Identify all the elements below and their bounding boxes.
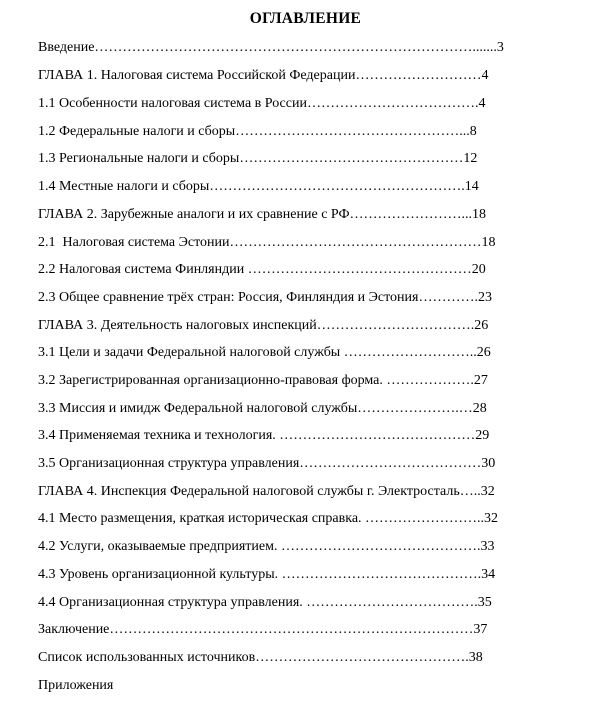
toc-entry-1-4: 1.4 Местные налоги и сборы……………………………………………….14 (38, 179, 479, 194)
toc-entry-3-4: 3.4 Применяемая техника и технология. ……………………………………29 (38, 428, 490, 443)
toc-entry-chapter-4: ГЛАВА 4. Инспекция Федеральной налоговой службы г. Электросталь…..32 (38, 484, 495, 499)
toc-entry-1-1: 1.1 Особенности налоговая система в России……………………………….4 (38, 96, 486, 111)
toc-entry-3-3: 3.3 Миссия и имидж Федеральной налоговой службы………………….…28 (38, 401, 487, 416)
toc-entry-1-3: 1.3 Региональные налоги и сборы…………………………………………12 (38, 151, 478, 166)
toc-entry-2-1: 2.1 Налоговая система Эстонии………………………………………………18 (38, 235, 496, 250)
toc-entry-4-3: 4.3 Уровень организационной культуры. …………………………………….34 (38, 567, 496, 582)
toc-entry-introduction: Введение……………………………………………………………………….......3 (38, 40, 504, 55)
toc-entry-conclusion: Заключение……………………………………………………………………37 (38, 622, 488, 637)
toc-entry-4-1: 4.1 Место размещения, краткая историческая справка. ……………………..32 (38, 511, 499, 526)
toc-entry-3-2: 3.2 Зарегистрированная организационно-правовая форма. ……………….27 (38, 373, 488, 388)
toc-entry-references: Список использованных источников……………………………………….38 (38, 650, 483, 665)
page-title: ОГЛАВЛЕНИЕ (249, 10, 362, 27)
toc-entry-chapter-3: ГЛАВА 3. Деятельность налоговых инспекций…………………………….26 (38, 318, 489, 333)
toc-entry-2-2: 2.2 Налоговая система Финляндии …………………………………………20 (38, 262, 486, 277)
toc-entry-3-1: 3.1 Цели и задачи Федеральной налоговой службы ………………………..26 (38, 345, 491, 360)
toc-entry-chapter-1: ГЛАВА 1. Налоговая система Российской Федерации………………………4 (38, 68, 489, 83)
toc-entry-2-3: 2.3 Общее сравнение трёх стран: Россия, Финляндия и Эстония………….23 (38, 290, 492, 305)
toc-entry-appendices: Приложения (38, 678, 114, 693)
toc-entry-chapter-2: ГЛАВА 2. Зарубежные аналоги и их сравнение с РФ……………………...18 (38, 207, 487, 222)
toc-entry-3-5: 3.5 Организационная структура управления…………………………………30 (38, 456, 496, 471)
toc-entry-4-4: 4.4 Организационная структура управления. ……………………………….35 (38, 595, 492, 610)
toc-entry-4-2: 4.2 Услуги, оказываемые предприятием. …………………………………….33 (38, 539, 495, 554)
toc-entry-1-2: 1.2 Федеральные налоги и сборы…………………………………………...8 (38, 124, 477, 139)
